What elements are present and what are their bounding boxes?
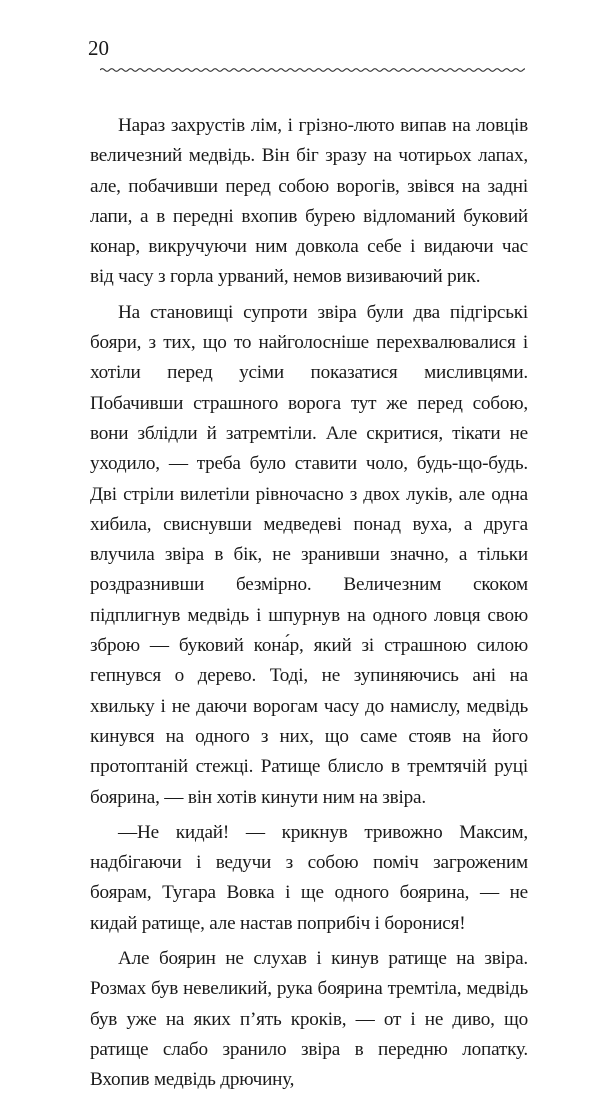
paragraph: —Не кидай! — крикнув тривожно Максим, надбігаючи і ведучи з собою поміч загроженим боярам, Тугара Вовка і ще одного боярина, — не кидай ратище, але настав поприбіч і боронися! xyxy=(90,821,528,934)
paragraph: Але боярин не слухав і кинув ратище на звіра. Розмах був невеликий, рука боярина тремтіла, медвідь був уже на яких п’ять кроків, — от і не диво, що ратище слабо зранило звіра в передню лопатку. Вхопив медвідь дрючину, xyxy=(90,948,528,1091)
paragraph: Нараз захрустів лім, і грізно-люто випав на ловців величезний медвідь. Він біг зразу на чотирьох лапах, але, побачивши перед собою ворогів, звівся на задні лапи, а в передні вхопив бурею відломаний буковий конар, викручуючи ним довкола себе і видаючи час від часу з горла урваний, немов визиваючий рик. xyxy=(90,115,528,288)
wavy-divider xyxy=(100,62,525,78)
body-text xyxy=(90,111,528,1101)
paragraph: На становищі супроти звіра були два підгірські бояри, з тих, що то найголосніше перехвалювалися і хотіли перед усіми показатися мисливцями. Побачивши страшного ворога тут же перед собою, вони зблідли й затремтіли. Але скритися, тікати не уходило, — треба було ставити чоло, будь-що-будь. Дві стріли вилетіли рівночасно з двох луків, але одна хибила, свиснувши медведеві понад вуха, а друга влучила звіра в бік, не зранивши значно, а тільки роздразнивши безмірно. Величезним скоком підплигнув медвідь і шпурнув на одного ловця свою зброю — буковий кона́р, який зі страшною силою гепнувся о дерево. Тоді, не зупиняючись ані на хвильку і не даючи ворогам часу до намислу, медвідь кинувся на одного з них, що саме стояв на його протоптаній стежці. Ратище блисло в тремтячій руці боярина, — він хотів кинути ним на звіра. xyxy=(90,301,528,808)
page-number: 20 xyxy=(88,36,109,60)
